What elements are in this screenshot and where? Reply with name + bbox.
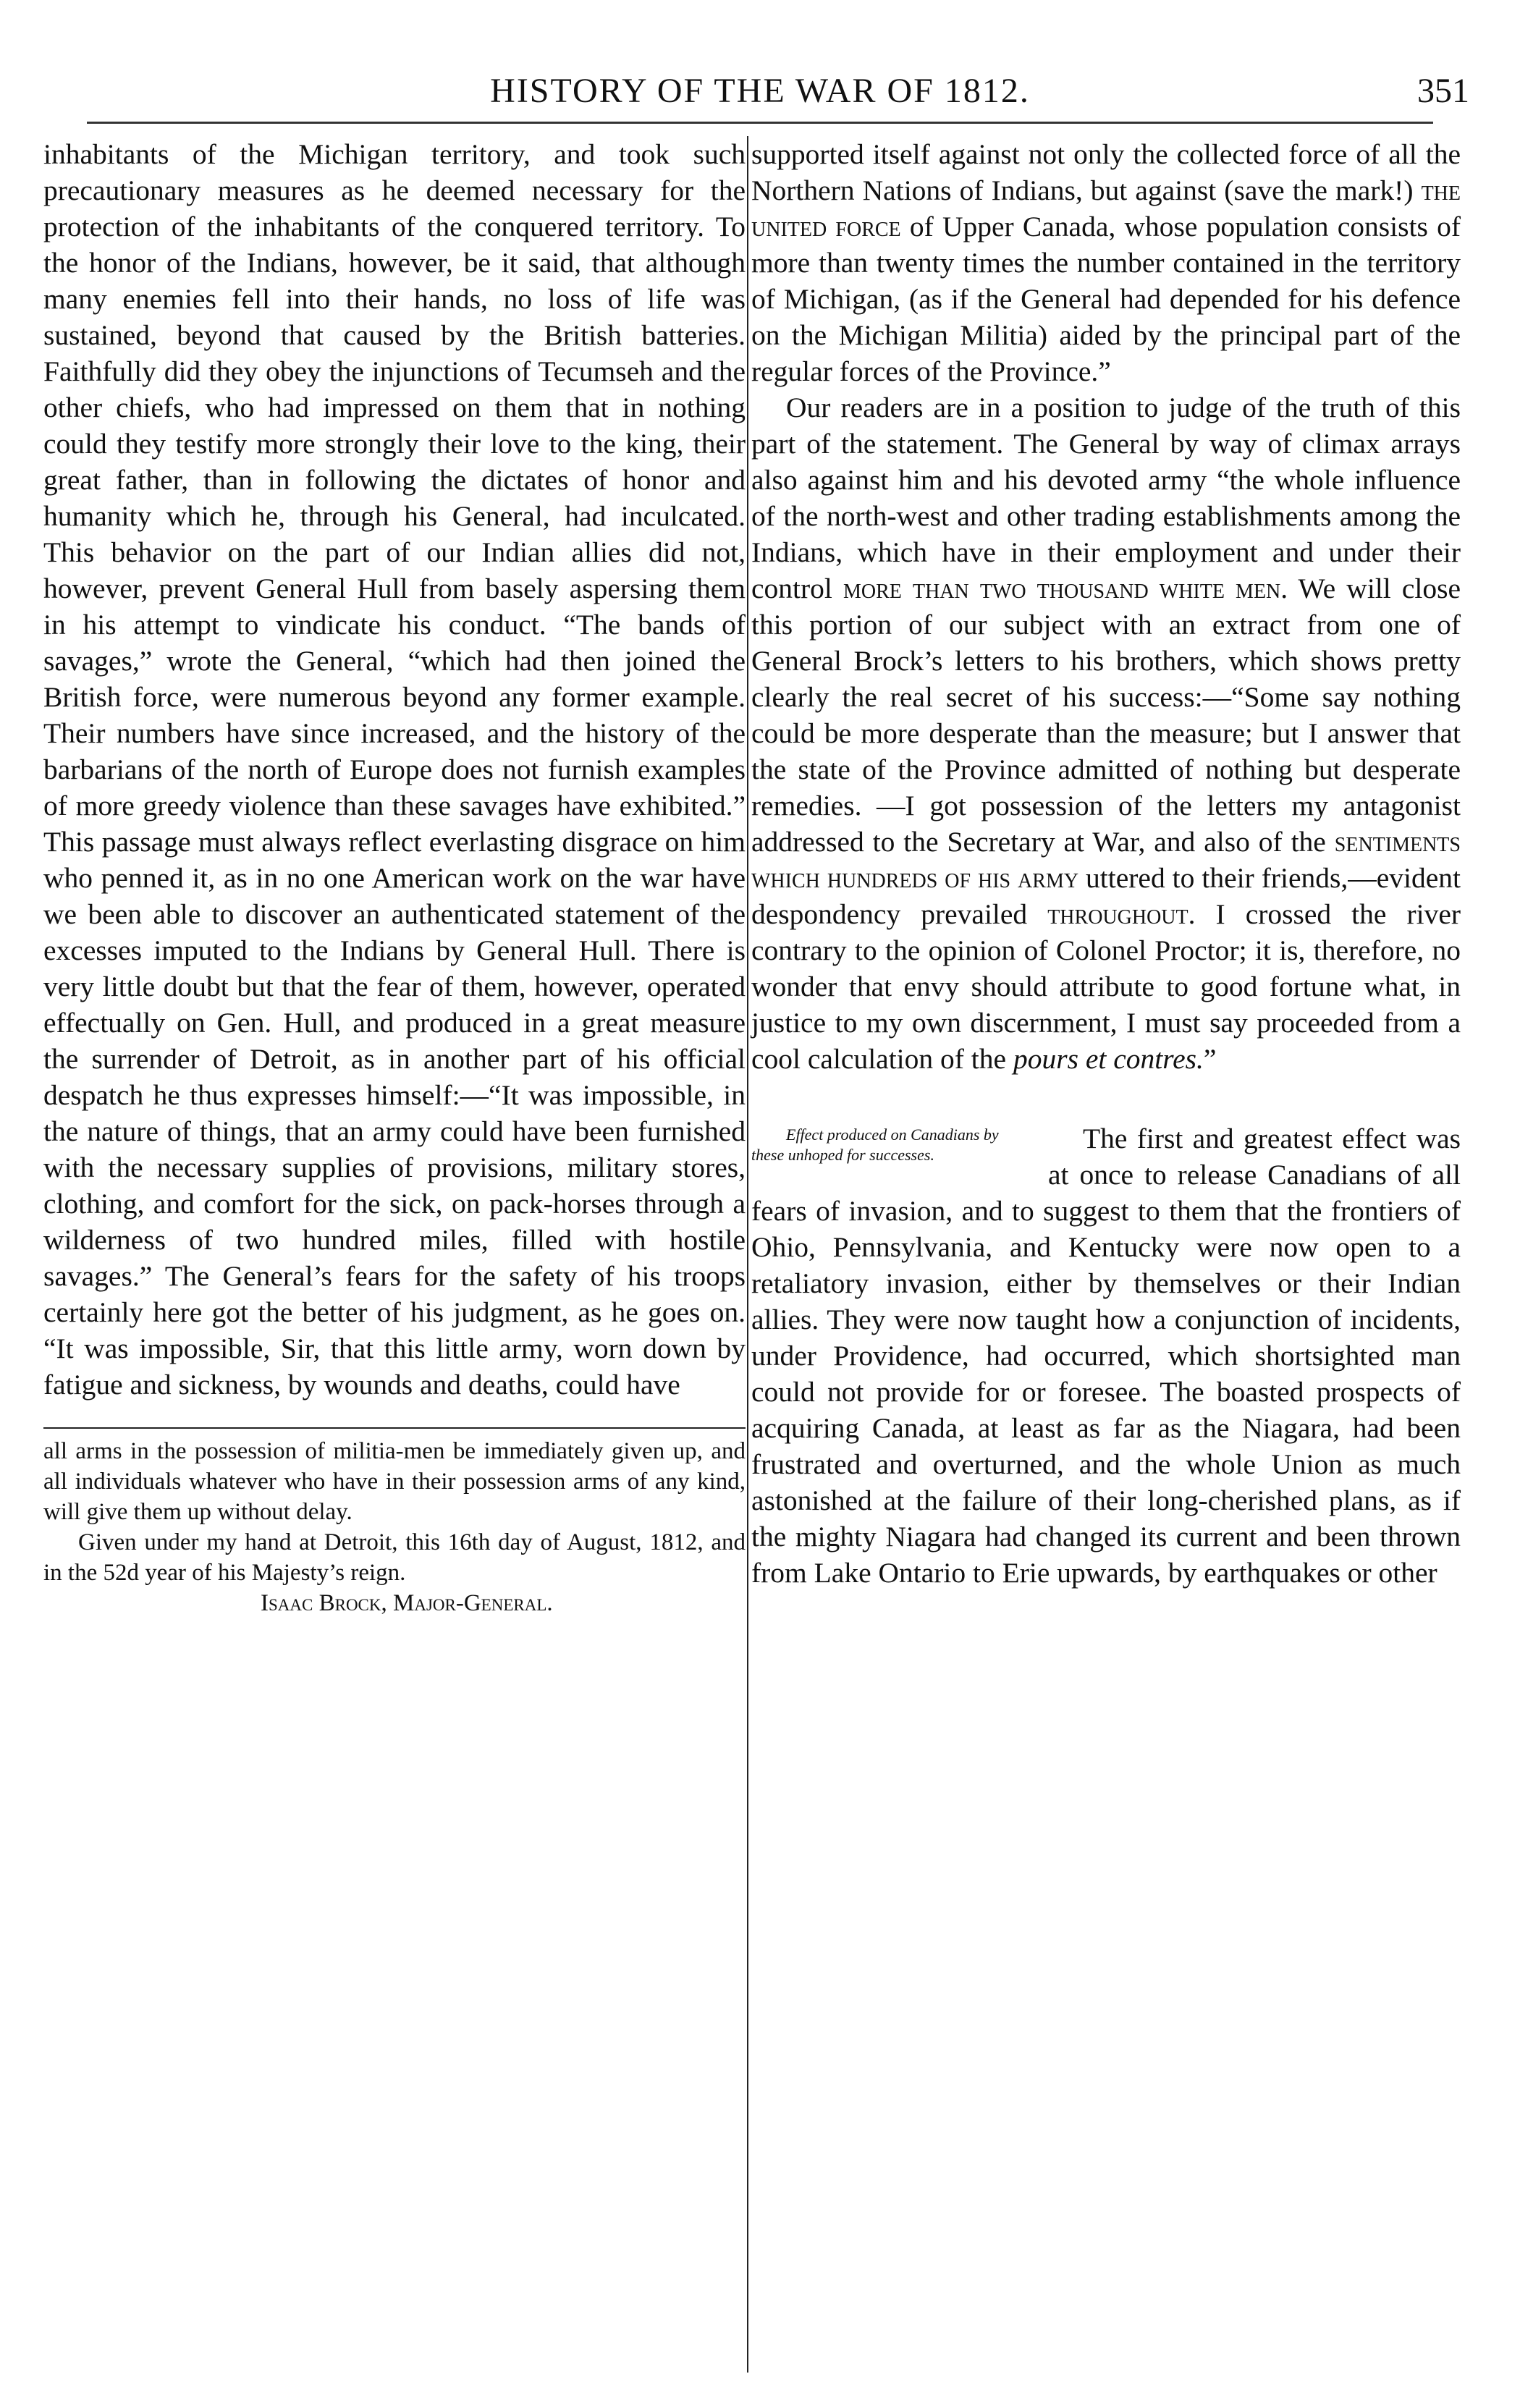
header-rule (87, 122, 1433, 124)
text-run: We will close this portion of our subject with an extract from one of General Brock’s letters to his brothers, which shows pretty clearly the real secret of his success:—“Some say nothing could be more desperate than the measure; but I answer that the state of the Province admitted of nothing but desperate remedies. —I got possession of the letters my antagonist addressed to the Secretary at War, and also of the (751, 573, 1461, 858)
margin-sidenote: Effect produced on Canadians by these unhoped for successes. (751, 1125, 999, 1164)
left-column (43, 136, 746, 1618)
footnote-signature: Isaac Brock, Major-General. (261, 1590, 553, 1616)
italic-run: pours et contres. (1013, 1043, 1204, 1075)
column-divider (747, 136, 748, 2373)
text-run: I crossed the river contrary to the opinion of Colonel Proctor; it is, therefore, no wonder that envy should attribute to good fortune what, in justice to my own discernment, I must say proceeded from a cool calculation of the (751, 898, 1461, 1075)
footnote-text: all arms in the possession of militia-men be immediately given up, and all individuals whatever who have in their possession arms of any kind, will give them up without delay. (43, 1438, 746, 1525)
sidenote-paragraph (751, 1120, 1461, 1591)
small-caps-run: more than two thousand white men. (843, 573, 1288, 604)
text-run: ” (1203, 1043, 1217, 1075)
text-run: Our readers are in a position to judge of the truth of this part of the statement. The General by way of climax arrays also against him and his devoted army “the whole influence of the north-west and other trading establishments among the Indians, which have in their employment and under their control (751, 392, 1461, 604)
right-paragraph-2 (751, 389, 1461, 1077)
left-paragraph: inhabitants of the Michigan territory, and took such precautionary measures as he deemed necessary for the protection of the inhabitants of the conquered territory. To the honor of the Indians, however, be it said, that although many enemies fell into their hands, no loss of life was sustained, beyond that caused by the British batteries. Faithfully did they obey the injunctions of Tecumseh and the other chiefs, who had impressed on them that in nothing could they testify more strongly their love to the king, their great father, than in following the dictates of honor and humanity which he, through his General, had inculcated. This behavior on the part of our Indian allies did not, however, prevent General Hull from basely aspersing them in his attempt to vindicate his conduct. “The bands of savages,” wrote the General, “which had then joined the British force, were numerous beyond any former example. Their numbers have since increased, and the history of the barbarians of the north of Europe does not furnish examples of more greedy violence than these savages have exhibited.” This passage must always reflect everlasting disgrace on him who penned it, as in no one American work on the war have we been able to discover an authenticated statement of the excesses imputed to the Indians by General Hull. There is very little doubt but that the fear of them, however, operated effectually on Gen. Hull, and produced in a great measure the surrender of Detroit, as in another part of his official despatch he thus expresses himself:—“It was impossible, in the nature of things, that an army could have been furnished with the necessary supplies of provisions, military stores, clothing, and comfort for the sick, on pack-horses through a wilderness of two hundred miles, filled with hostile savages.” The General’s fears for the safety of his troops certainly here got the better of his judgment, as he goes on. “It was impossible, Sir, that this little army, worn down by fatigue and sickness, by wounds and deaths, could have (43, 138, 746, 1401)
footnote-block (43, 1436, 746, 1618)
right-column (751, 136, 1461, 1591)
footnote-rule (43, 1427, 746, 1429)
small-caps-run: throughout. (1047, 898, 1196, 930)
footnote-date: Given under my hand at Detroit, this 16th day of August, 1812, and in the 52d year of his Majesty’s reign. (43, 1529, 746, 1586)
running-title: HISTORY OF THE WAR OF 1812. (490, 72, 1030, 110)
paragraph-gap (751, 1077, 1461, 1120)
small-caps-run: sentiments which hundreds of his army (751, 826, 1461, 894)
small-caps-run: the united force (751, 174, 1461, 242)
right-paragraph-3 (751, 1120, 1461, 1591)
page-number: 351 (1417, 72, 1469, 110)
right-paragraph-1 (751, 136, 1461, 389)
text-run: uttered to their friends,—evident despondency prevailed (751, 862, 1461, 930)
text-run: of Upper Canada, whose population consists of more than twenty times the number contained in the territory of Michigan, (as if the General had depended for his defence on the Michigan Militia) aided by the principal part of the regular forces of the Province.” (751, 211, 1461, 387)
text-run: The first and greatest effect was at once to release Canadians of all fears of invasion, and to suggest to them that the frontiers of Ohio, Pennsylvania, and Kentucky were now open to a retaliatory invasion, either by themselves or their Indian allies. They were now taught how a conjunction of incidents, under Providence, had occurred, which shortsighted man could not provide for or foresee. The boasted prospects of acquiring Canada, at least as far as the Niagara, had been frustrated and overturned, and the whole Union as much astonished at the failure of their long-cherished plans, as if the mighty Niagara had changed its current and been thrown from Lake Ontario to Erie upwards, by earthquakes or other (751, 1123, 1461, 1589)
text-run: supported itself against not only the collected force of all the Northern Nations of Indians, but against (save the mark!) (751, 138, 1461, 206)
running-header (43, 64, 1477, 122)
